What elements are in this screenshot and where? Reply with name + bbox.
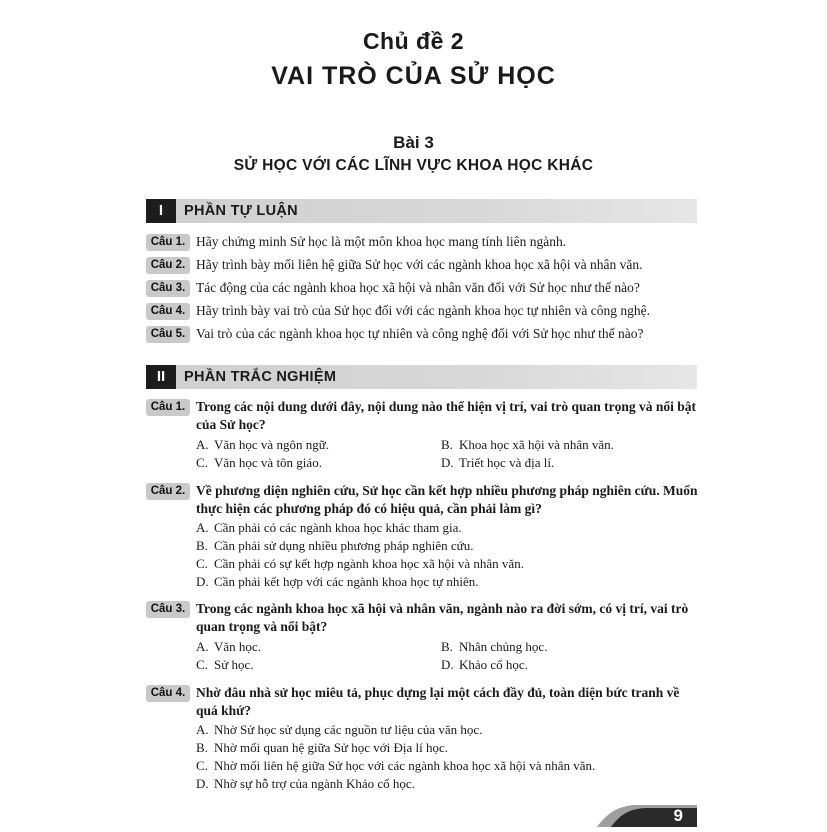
answer-option: D. Khảo cổ học.	[441, 657, 528, 672]
lesson-number: Bài 3	[393, 133, 434, 152]
question-line: Trong các ngành khoa học xã hội và nhân văn, ngành nào ra đời sớm, có vị trí, vai trò	[196, 601, 689, 616]
answer-option: A. Nhờ Sử học sử dụng các nguồn tư liệu của văn học.	[196, 722, 483, 737]
question-line: Về phương diện nghiên cứu, Sử học cần kết hợp nhiều phương pháp nghiên cứu. Muốn	[196, 483, 698, 498]
page-number: 9	[673, 806, 683, 825]
answer-option: B. Khoa học xã hội và nhân văn.	[441, 437, 614, 452]
answer-option: B. Cần phải sử dụng nhiều phương pháp nghiên cứu.	[196, 538, 474, 553]
section-number: II	[146, 365, 176, 389]
answer-option: A. Văn học và ngôn ngữ.	[196, 437, 329, 452]
question-line: Trong các nội dung dưới đây, nội dung nào thể hiện vị trí, vai trò quan trọng và nổi bật	[196, 399, 697, 414]
question-text: Vai trò của các ngành khoa học tự nhiên và công nghệ đối với Sử học như thế nào?	[196, 326, 644, 341]
topic-heading: Chủ đề 2	[362, 28, 465, 54]
question-text: Hãy chứng minh Sử học là một môn khoa học mang tính liên ngành.	[196, 234, 567, 249]
question-line: thực hiện các phương pháp đó có hiệu quả, cần phải làm gì?	[196, 501, 542, 516]
section-number: I	[146, 199, 176, 223]
section-title: PHẦN TỰ LUẬN	[184, 203, 298, 219]
answer-option: C. Nhờ mối liên hệ giữa Sử học với các ngành khoa học xã hội và nhân văn.	[196, 758, 596, 773]
question-line: của Sử học?	[196, 417, 266, 432]
section-header-essay	[146, 199, 697, 223]
question-label: Câu 4.	[146, 685, 190, 702]
answer-option: A. Văn học.	[196, 639, 261, 654]
answer-option: D. Cần phải kết hợp với các ngành khoa học tự nhiên.	[196, 574, 479, 589]
question-label: Câu 1.	[146, 399, 190, 416]
section-header-multiple-choice	[146, 365, 697, 389]
answer-option: C. Sử học.	[196, 657, 254, 672]
question-label: Câu 2.	[146, 257, 190, 274]
answer-option: A. Cần phải có các ngành khoa học khác tham gia.	[196, 520, 462, 535]
answer-option: B. Nhân chủng học.	[441, 639, 548, 654]
question-text: Hãy trình bày vai trò của Sử học đối với các ngành khoa học tự nhiên và công nghệ.	[196, 303, 651, 318]
chapter-title: VAI TRÒ CỦA SỬ HỌC	[271, 62, 556, 90]
question-label: Câu 5.	[146, 326, 190, 343]
lesson-title: SỬ HỌC VỚI CÁC LĨNH VỰC KHOA HỌC KHÁC	[233, 157, 594, 174]
question-line: quá khứ?	[196, 703, 252, 718]
question-text: Tác động của các ngành khoa học xã hội và nhân văn đối với Sử học như thế nào?	[196, 280, 640, 295]
answer-option: D. Nhờ sự hỗ trợ của ngành Khảo cổ học.	[196, 776, 415, 791]
question-label: Câu 1.	[146, 234, 190, 251]
question-label: Câu 2.	[146, 483, 190, 500]
question-label: Câu 4.	[146, 303, 190, 320]
answer-option: B. Nhờ mối quan hệ giữa Sử học với Địa lí học.	[196, 740, 448, 755]
answer-option: C. Văn học và tôn giáo.	[196, 455, 322, 470]
page-number-tab	[597, 801, 697, 827]
section-title: PHẦN TRẮC NGHIỆM	[184, 369, 337, 385]
question-text: Hãy trình bày mối liên hệ giữa Sử học với các ngành khoa học xã hội và nhân văn.	[196, 257, 643, 272]
question-label: Câu 3.	[146, 280, 190, 297]
question-line: Nhờ đâu nhà sử học miêu tả, phục dựng lại một cách đầy đủ, toàn diện bức tranh về	[196, 685, 680, 700]
answer-option: C. Cần phải có sự kết hợp ngành khoa học xã hội và nhân văn.	[196, 556, 524, 571]
answer-option: D. Triết học và địa lí.	[441, 455, 555, 470]
question-line: quan trọng và nổi bật?	[196, 619, 328, 634]
question-label: Câu 3.	[146, 601, 190, 618]
